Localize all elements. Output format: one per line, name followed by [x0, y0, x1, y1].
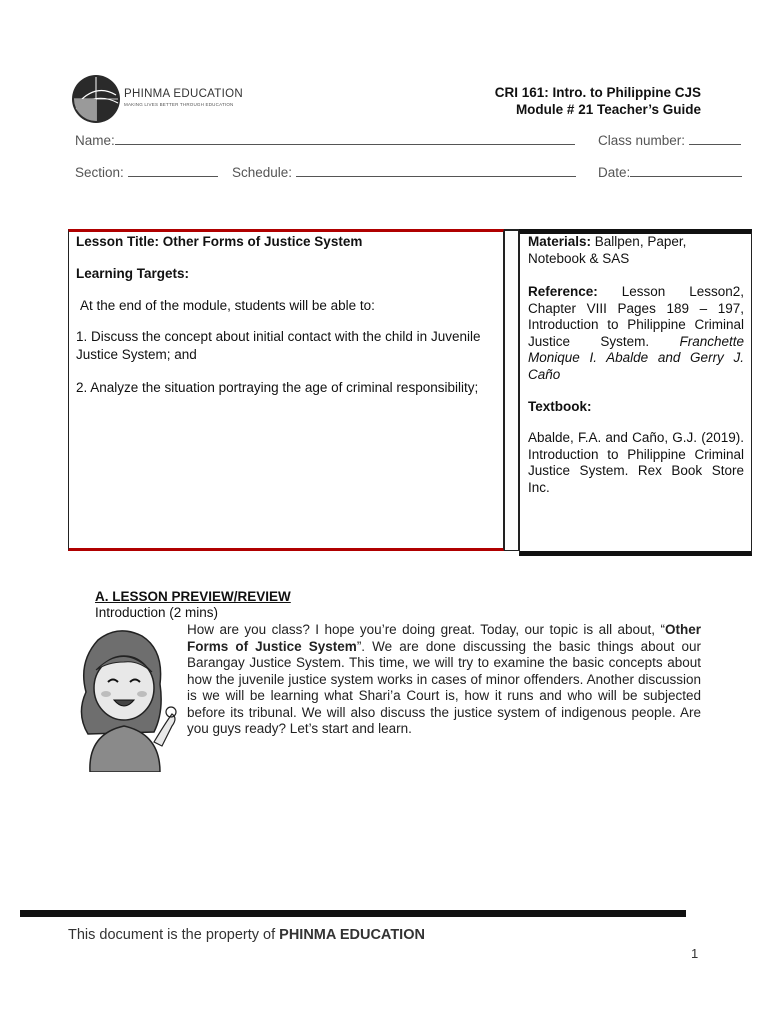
- class-number-field[interactable]: [598, 132, 741, 148]
- textbook-label: Textbook:: [528, 399, 592, 414]
- reference-text: Lesson Lesson2, Chapter VIII Pages 189 – 197, Introduction to Philippine Criminal Justice System.: [528, 284, 744, 349]
- footer-text: [68, 927, 425, 943]
- materials-text: Ballpen, Paper, Notebook & SAS: [528, 234, 687, 266]
- class-number-label: Class number:: [598, 133, 686, 148]
- target-1: 1. Discuss the concept about initial contact with the child in Juvenile Justice System; and: [76, 329, 481, 362]
- reference-authors: Franchette Monique I. Abalde and Gerry J. Caño: [528, 333, 744, 382]
- module-line: Module # 21 Teacher’s Guide: [515, 102, 701, 117]
- para-end: ”. We are done discussing the basic things about our Barangay Justice System. This time, we will try to examine the basic concepts about how the juvenile justice system works in cases of minor offenders. Another discussion is we will be learning what Shari’a Court is, how it runs and who will be subjected before its tribunal. We will also discuss the justice system of indigenous people. Are you guys ready? Let’s start and learn.: [187, 638, 701, 736]
- materials-label: Materials:: [528, 234, 592, 249]
- footer-org: PHINMA EDUCATION: [279, 927, 425, 943]
- lesson-preview-heading: A. LESSON PREVIEW/REVIEW: [95, 589, 291, 604]
- materials-box: [519, 229, 752, 556]
- introduction-paragraph: [187, 622, 701, 738]
- org-name: PHINMA EDUCATION: [124, 88, 243, 100]
- page-number: 1: [691, 946, 699, 961]
- cartoon-girl-illustration: [68, 622, 180, 772]
- introduction-label: Introduction (2 mins): [95, 605, 219, 620]
- reference: [528, 284, 744, 383]
- materials: [528, 234, 708, 267]
- course-header: [495, 84, 701, 118]
- section-label: Section:: [75, 165, 124, 180]
- schedule-line: [296, 164, 576, 177]
- target-2: 2. Analyze the situation portraying the age of criminal responsibility;: [76, 380, 479, 395]
- lesson-title: Lesson Title: Other Forms of Justice System: [76, 234, 363, 249]
- date-label: Date:: [598, 165, 631, 180]
- phinma-logo-icon: [70, 73, 122, 125]
- date-line: [630, 164, 742, 177]
- footer-divider: [20, 910, 686, 917]
- girl-icon: [68, 622, 180, 772]
- name-field[interactable]: [75, 132, 575, 148]
- footer-text-start: This document is the property of: [68, 927, 280, 943]
- reference-label: Reference:: [528, 284, 598, 299]
- para-start: How are you class? I hope you’re doing great. Today, our topic is all about, “: [187, 622, 665, 637]
- name-line: [115, 132, 575, 145]
- section-field[interactable]: [75, 164, 218, 180]
- section-line: [128, 164, 218, 177]
- date-field[interactable]: [598, 164, 742, 180]
- org-tagline: MAKING LIVES BETTER THROUGH EDUCATION: [124, 102, 234, 107]
- schedule-field[interactable]: [232, 164, 576, 180]
- para-bold: Other Forms of Justice System: [187, 622, 701, 654]
- divider-column: [504, 229, 519, 551]
- textbook-text: Abalde, F.A. and Caño, G.J. (2019). Introduction to Philippine Criminal Justice System. Rex Book Store Inc.: [528, 430, 744, 495]
- name-label: Name:: [75, 133, 115, 148]
- targets-intro: At the end of the module, students will be able to:: [80, 298, 375, 313]
- learning-targets-label: Learning Targets:: [76, 266, 190, 281]
- schedule-label: Schedule:: [232, 165, 293, 180]
- course-line: CRI 161: Intro. to Philippine CJS: [494, 85, 701, 100]
- class-number-line: [689, 132, 741, 145]
